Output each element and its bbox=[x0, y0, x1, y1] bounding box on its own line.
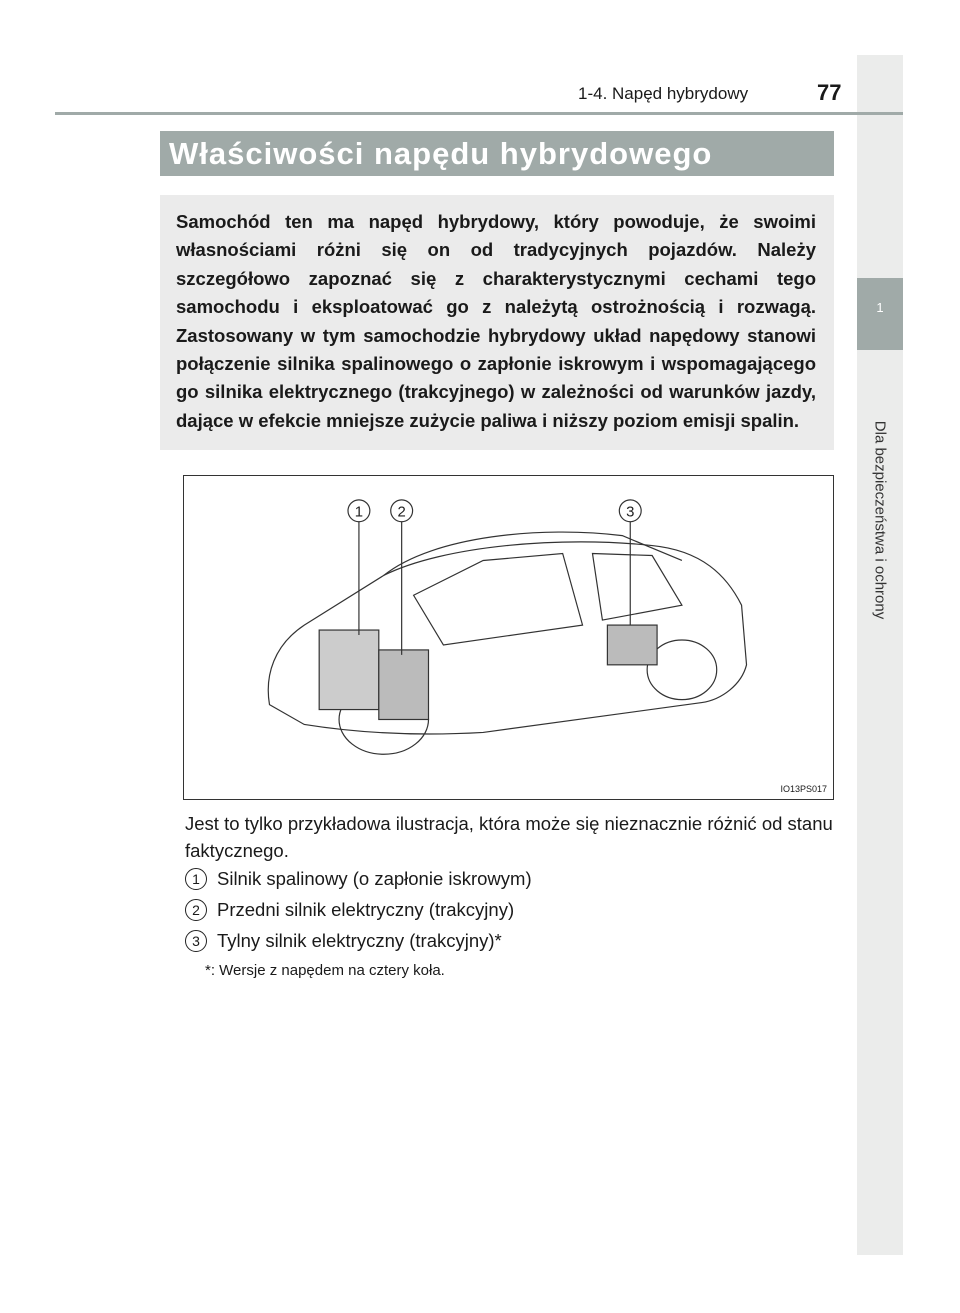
item-number: 1 bbox=[185, 868, 207, 890]
callout-1-label: 1 bbox=[354, 504, 364, 521]
chapter-tab[interactable]: 1 bbox=[857, 278, 903, 350]
list-item bbox=[185, 868, 532, 890]
footnote: *: Wersje z napędem na cztery koła. bbox=[205, 962, 445, 979]
callout-2-label: 2 bbox=[397, 504, 406, 521]
list-item bbox=[185, 930, 502, 952]
item-label: Silnik spalinowy (o zapłonie iskrowym) bbox=[217, 868, 532, 889]
item-label: Tylny silnik elektryczny (trakcyjny)* bbox=[217, 930, 502, 951]
front-motor bbox=[379, 650, 429, 720]
item-number: 3 bbox=[185, 930, 207, 952]
car-illustration bbox=[183, 475, 834, 800]
intro-box: Samochód ten ma napęd hybrydowy, który powoduje, że swoimi własnościami różni się on od tradycyjnych pojazdów. Należy szczegółowo zapoznać się z charakterystycznymi cechami tego samochodu i eksploatować go z należytą ostrożnością i rozwagą. Zastosowany w tym samochodzie hybrydowy układ napędowy stanowi połączenie silnika spalinowego o zapłonie iskrowym i wspomagającego go silnika elektrycznego (trakcyjnego) w zależności od warunków jazdy, dające w efekcie mniejsze zużycie paliwa i niższy poziom emisji spalin. bbox=[160, 195, 834, 450]
sidebar-strip bbox=[857, 55, 903, 1255]
rear-motor bbox=[607, 625, 657, 665]
callout-3-label: 3 bbox=[626, 504, 635, 521]
chapter-title: Dla bezpieczeństwa i ochrony bbox=[871, 420, 889, 620]
list-item bbox=[185, 899, 514, 921]
engine bbox=[319, 630, 379, 710]
page-number: 77 bbox=[817, 80, 842, 105]
figure-code: IO13PS017 bbox=[780, 784, 827, 794]
header-divider bbox=[55, 112, 903, 115]
section-header: 1-4. Napęd hybrydowy bbox=[578, 84, 749, 103]
item-number: 2 bbox=[185, 899, 207, 921]
car-roof bbox=[384, 532, 682, 575]
page-title: Właściwości napędu hybrydowego bbox=[160, 131, 834, 176]
figure-caption: Jest to tylko przykładowa ilustracja, która może się nieznacznie różnić od stanu faktycznego. bbox=[185, 813, 833, 861]
item-label: Przedni silnik elektryczny (trakcyjny) bbox=[217, 899, 515, 920]
